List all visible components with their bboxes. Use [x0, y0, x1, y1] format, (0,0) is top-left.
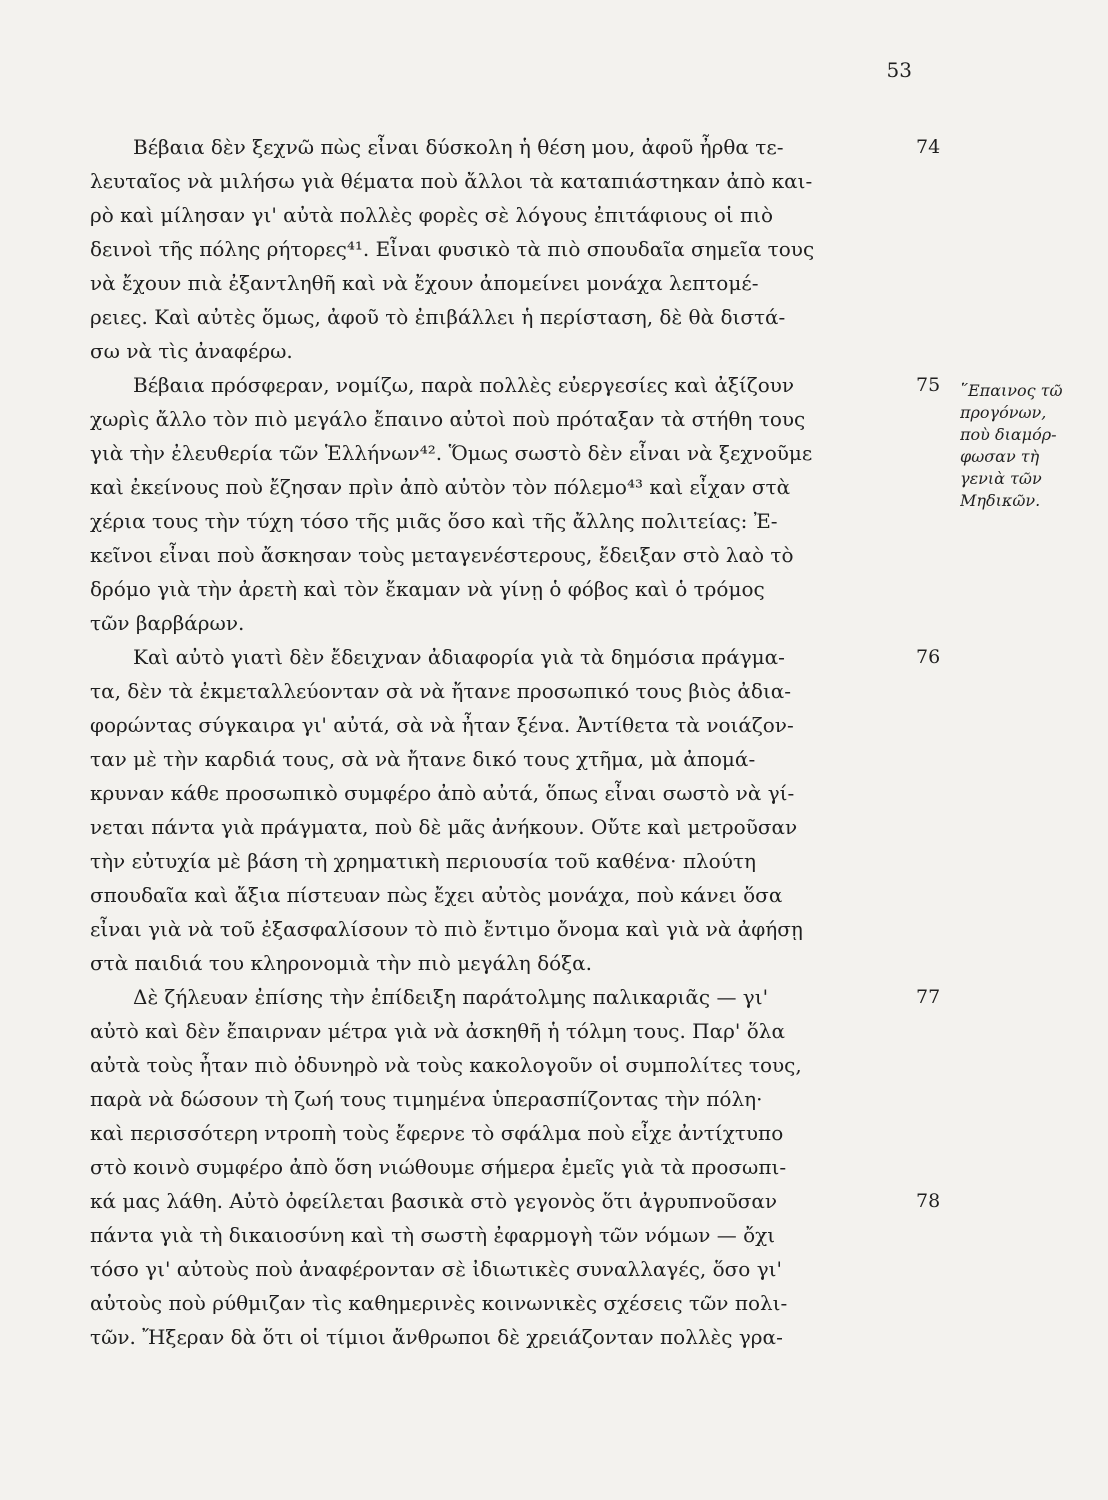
margin-note-line: φωσαν τὴ	[960, 447, 1040, 466]
text-line	[0, 742, 1108, 776]
body-text	[0, 130, 1108, 1354]
text-line	[0, 334, 1108, 368]
section-number: 75	[916, 374, 941, 396]
section-number: 77	[916, 986, 941, 1008]
margin-note	[960, 380, 1108, 512]
line-text: νεται πάντα γιὰ πράγματα, ποὺ δὲ μᾶς ἀνήκουν. Οὔτε καὶ μετροῦσαν	[90, 815, 798, 839]
line-text: κρυναν κάθε προσωπικὸ συμφέρο ἀπὸ αὐτά, ὅπως εἶναι σωστὸ νὰ γί-	[90, 781, 795, 805]
line-text: στὰ παιδιά του κληρονομιὰ τὴν πιὸ μεγάλη δόξα.	[90, 951, 593, 975]
line-text: τῶν. Ἤξεραν δὰ ὅτι οἱ τίμιοι ἄνθρωποι δὲ χρειάζονταν πολλὲς γρα-	[90, 1325, 783, 1349]
section-number: 76	[916, 646, 941, 668]
line-text: τῶν βαρβάρων.	[90, 611, 245, 635]
line-text: αὐτοὺς ποὺ ρύθμιζαν τὶς καθημερινὲς κοινωνικὲς σχέσεις τῶν πολι-	[90, 1291, 788, 1315]
margin-note-line: ποὺ διαμόρ-	[960, 425, 1057, 444]
line-text: λευταῖος νὰ μιλήσω γιὰ θέματα ποὺ ἄλλοι τὰ καταπιάστηκαν ἀπὸ και-	[90, 169, 813, 193]
line-text: δεινοὶ τῆς πόλης ρήτορες⁴¹. Εἶναι φυσικὸ τὰ πιὸ σπουδαῖα σημεῖα τους	[90, 237, 815, 261]
line-text: σπουδαῖα καὶ ἄξια πίστευαν πὼς ἔχει αὐτὸς μονάχα, ποὺ κάνει ὅσα	[90, 883, 783, 907]
margin-note-line: ῞Επαινος τῶ	[960, 381, 1063, 400]
text-line	[0, 776, 1108, 810]
line-text: φορώντας σύγκαιρα γι' αὐτά, σὰ νὰ ἦταν ξένα. Ἀντίθετα τὰ νοιάζον-	[90, 713, 794, 737]
line-text: κεῖνοι εἶναι ποὺ ἄσκησαν τοὺς μεταγενέστερους, ἔδειξαν στὸ λαὸ τὸ	[90, 543, 794, 567]
text-line	[0, 436, 1108, 470]
text-line	[0, 1320, 1108, 1354]
line-text: Δὲ ζήλευαν ἐπίσης τὴν ἐπίδειξη παράτολμης παλικαριᾶς — γι'	[133, 985, 769, 1009]
text-line	[0, 232, 1108, 266]
line-text: Καὶ αὐτὸ γιατὶ δὲν ἔδειχναν ἀδιαφορία γιὰ τὰ δημόσια πράγμα-	[133, 645, 785, 669]
margin-note-line: γενιὰ τῶν	[960, 469, 1042, 488]
text-line	[0, 1286, 1108, 1320]
line-text: Βέβαια πρόσφεραν, νομίζω, παρὰ πολλὲς εὐεργεσίες καὶ ἀξίζουν	[133, 373, 795, 397]
line-text: αὐτὸ καὶ δὲν ἔπαιρναν μέτρα γιὰ νὰ ἀσκηθῆ ἡ τόλμη τους. Παρ' ὅλα	[90, 1019, 785, 1043]
text-line	[0, 538, 1108, 572]
text-line	[0, 164, 1108, 198]
text-line	[0, 1184, 1108, 1218]
text-line	[0, 1082, 1108, 1116]
line-text: νὰ ἔχουν πιὰ ἐξαντληθῆ καὶ νὰ ἔχουν ἀπομείνει μονάχα λεπτομέ-	[90, 271, 759, 295]
text-line	[0, 1014, 1108, 1048]
line-text: Βέβαια δὲν ξεχνῶ πὼς εἶναι δύσκολη ἡ θέση μου, ἀφοῦ ἦρθα τε-	[133, 135, 784, 159]
text-line	[0, 470, 1108, 504]
text-line	[0, 300, 1108, 334]
text-line	[0, 1150, 1108, 1184]
line-text: καὶ ἐκείνους ποὺ ἔζησαν πρὶν ἀπὸ αὐτὸν τὸν πόλεμο⁴³ καὶ εἶχαν στὰ	[90, 475, 791, 499]
page-number: 53	[886, 58, 912, 82]
text-line	[0, 606, 1108, 640]
text-line	[0, 198, 1108, 232]
line-text: ταν μὲ τὴν καρδιά τους, σὰ νὰ ἤτανε δικό τους χτῆμα, μὰ ἀπομά-	[90, 747, 756, 771]
text-line	[0, 640, 1108, 674]
line-text: τα, δὲν τὰ ἐκμεταλλεύονταν σὰ νὰ ἤτανε προσωπικό τους βιὸς ἀδια-	[90, 679, 792, 703]
section-number: 78	[916, 1190, 941, 1212]
line-text: χωρὶς ἄλλο τὸν πιὸ μεγάλο ἔπαινο αὐτοὶ ποὺ πρόταξαν τὰ στήθη τους	[90, 407, 806, 431]
text-line	[0, 130, 1108, 164]
text-line	[0, 708, 1108, 742]
line-text: κά μας λάθη. Αὐτὸ ὀφείλεται βασικὰ στὸ γεγονὸς ὅτι ἀγρυπνοῦσαν	[90, 1189, 778, 1213]
line-text: καὶ περισσότερη ντροπὴ τοὺς ἔφερνε τὸ σφάλμα ποὺ εἶχε ἀντίχτυπο	[90, 1121, 784, 1145]
text-line	[0, 674, 1108, 708]
text-line	[0, 504, 1108, 538]
text-line	[0, 946, 1108, 980]
line-text: ρὸ καὶ μίλησαν γι' αὐτὰ πολλὲς φορὲς σὲ λόγους ἐπιτάφιους οἱ πιὸ	[90, 203, 774, 227]
line-text: γιὰ τὴν ἐλευθερία τῶν Ἑλλήνων⁴². Ὅμως σωστὸ δὲν εἶναι νὰ ξεχνοῦμε	[90, 441, 813, 465]
text-line	[0, 402, 1108, 436]
text-line	[0, 266, 1108, 300]
line-text: εἶναι γιὰ νὰ τοῦ ἐξασφαλίσουν τὸ πιὸ ἔντιμο ὄνομα καὶ γιὰ νὰ ἀφήσῃ	[90, 917, 803, 941]
text-line	[0, 1116, 1108, 1150]
line-text: δρόμο γιὰ τὴν ἀρετὴ καὶ τὸν ἔκαμαν νὰ γίνῃ ὁ φόβος καὶ ὁ τρόμος	[90, 577, 765, 601]
line-text: στὸ κοινὸ συμφέρο ἀπὸ ὅση νιώθουμε σήμερα ἐμεῖς γιὰ τὰ προσωπι-	[90, 1155, 787, 1179]
line-text: ρειες. Καὶ αὐτὲς ὅμως, ἀφοῦ τὸ ἐπιβάλλει ἡ περίσταση, δὲ θὰ διστά-	[90, 305, 786, 329]
text-line	[0, 368, 1108, 402]
text-line	[0, 572, 1108, 606]
text-line	[0, 844, 1108, 878]
line-text: αὐτὰ τοὺς ἦταν πιὸ ὀδυνηρὸ νὰ τοὺς κακολογοῦν οἱ συμπολίτες τους,	[90, 1053, 802, 1077]
text-line	[0, 980, 1108, 1014]
text-line	[0, 1048, 1108, 1082]
line-text: παρὰ νὰ δώσουν τὴ ζωή τους τιμημένα ὑπερασπίζοντας τὴν πόλη·	[90, 1087, 763, 1111]
text-line	[0, 1218, 1108, 1252]
margin-note-line: Μηδικῶν.	[960, 491, 1041, 510]
line-text: τόσο γι' αὐτοὺς ποὺ ἀναφέρονταν σὲ ἰδιωτικὲς συναλλαγές, ὅσο γι'	[90, 1257, 782, 1281]
line-text: σω νὰ τὶς ἀναφέρω.	[90, 339, 293, 363]
text-line	[0, 1252, 1108, 1286]
margin-note-line: προγόνων,	[960, 403, 1047, 422]
text-line	[0, 878, 1108, 912]
line-text: πάντα γιὰ τὴ δικαιοσύνη καὶ τὴ σωστὴ ἐφαρμογὴ τῶν νόμων — ὄχι	[90, 1223, 776, 1247]
line-text: τὴν εὐτυχία μὲ βάση τὴ χρηματικὴ περιουσία τοῦ καθένα· πλούτη	[90, 849, 756, 873]
line-text: χέρια τους τὴν τύχη τόσο τῆς μιᾶς ὅσο καὶ τῆς ἄλλης πολιτείας: Ἐ-	[90, 509, 778, 533]
section-number: 74	[916, 136, 941, 158]
text-line	[0, 810, 1108, 844]
text-line	[0, 912, 1108, 946]
